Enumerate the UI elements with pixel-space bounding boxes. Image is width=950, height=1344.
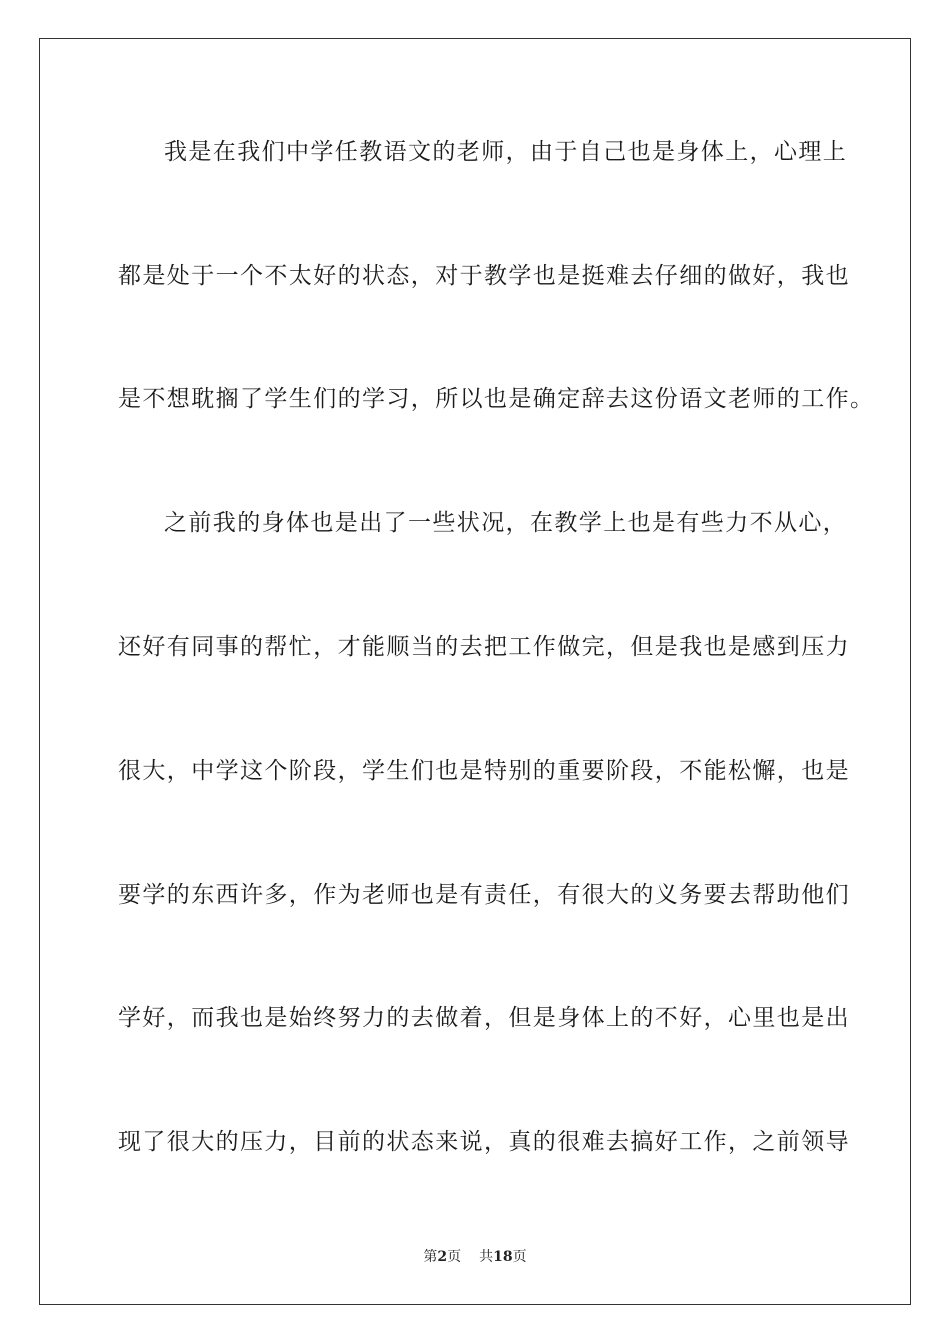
page-number: 2	[437, 1249, 448, 1265]
body-text-line: 我是在我们中学任教语文的老师，由于自己也是身体上，心理上	[164, 139, 848, 165]
body-text-line: 还好有同事的帮忙，才能顺当的去把工作做完，但是我也是感到压力	[118, 634, 850, 660]
total-prefix: 共	[479, 1249, 494, 1265]
page-border	[39, 38, 911, 1305]
body-text-line: 都是处于一个不太好的状态，对于教学也是挺难去仔细的做好，我也	[118, 263, 850, 289]
body-text-line: 很大，中学这个阶段，学生们也是特别的重要阶段，不能松懈，也是	[118, 758, 850, 784]
page-suffix: 页	[447, 1249, 462, 1265]
body-text-line: 是不想耽搁了学生们的学习，所以也是确定辞去这份语文老师的工作。	[118, 386, 875, 412]
total-pages: 18	[493, 1249, 513, 1265]
body-text-line: 现了很大的压力，目前的状态来说，真的很难去搞好工作，之前领导	[118, 1129, 850, 1155]
page-footer	[0, 1248, 950, 1266]
body-text-line: 学好，而我也是始终努力的去做着，但是身体上的不好，心里也是出	[118, 1005, 850, 1031]
total-suffix: 页	[512, 1249, 527, 1265]
body-text-line: 之前我的身体也是出了一些状况，在教学上也是有些力不从心，	[164, 510, 848, 536]
page-prefix: 第	[423, 1249, 438, 1265]
body-text-line: 要学的东西许多，作为老师也是有责任，有很大的义务要去帮助他们	[118, 882, 850, 908]
